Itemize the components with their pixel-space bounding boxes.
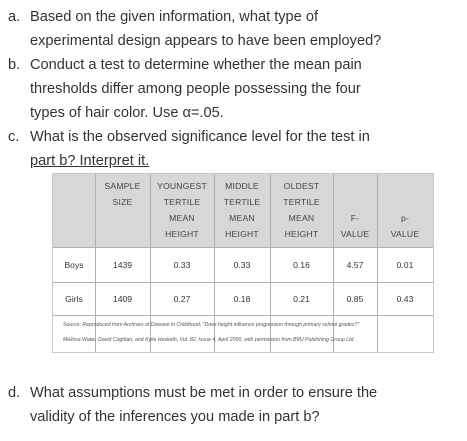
table-source-line2: Melissa Wake, David Coghlan, and Kylie Hesketh, Vol. 82, Issue 4, April 2000, with permission from BMJ Publishing Group Ltd.: [63, 337, 355, 343]
row-boys-group: Boys: [64, 260, 84, 270]
header-middle: MIDDLE TERTILE MEAN HEIGHT: [223, 181, 261, 239]
header-oldest: OLDEST TERTILE MEAN HEIGHT: [283, 181, 320, 239]
row-girls-oldest: 0.21: [293, 294, 310, 304]
row-boys-p: 0.01: [396, 260, 414, 270]
header-youngest: YOUNGEST TERTILE MEAN HEIGHT: [157, 181, 207, 239]
question-d-line1: What assumptions must be met in order to ensure the: [30, 385, 378, 401]
question-c-line1: What is the observed significance level for the test in: [30, 129, 370, 145]
question-a-label: a.: [8, 9, 21, 25]
row-girls-f: 0.85: [346, 294, 364, 304]
row-boys-youngest: 0.33: [173, 260, 191, 270]
question-b-label: b.: [8, 57, 21, 73]
row-girls-p: 0.43: [396, 294, 414, 304]
question-b-line3: types of hair color. Use α=.05.: [30, 105, 224, 121]
data-table: [52, 173, 434, 353]
row-girls-group: Girls: [65, 294, 83, 304]
row-boys-middle: 0.33: [233, 260, 251, 270]
question-b-line2: thresholds differ among people possessing the four: [30, 81, 361, 97]
row-girls-middle: 0.18: [233, 294, 251, 304]
question-c-label: c.: [8, 129, 20, 145]
question-c-line2: part b? Interpret it.: [30, 153, 150, 169]
header-sample-size: SAMPLE SIZE: [104, 181, 141, 207]
row-girls-youngest: 0.27: [173, 294, 191, 304]
header-p-value: p- VALUE: [390, 213, 420, 239]
row-boys-oldest: 0.16: [293, 260, 310, 270]
header-f-value: F- VALUE: [340, 213, 370, 239]
question-b-line1: Conduct a test to determine whether the mean pain: [30, 57, 362, 73]
row-boys-size: 1439: [112, 260, 133, 270]
question-a-line1: Based on the given information, what type of: [30, 9, 318, 25]
question-d-line2: validity of the inferences you made in part b?: [30, 409, 320, 425]
row-girls-size: 1409: [112, 294, 133, 304]
table-source-line1: Source: Reproduced from Archives of Disease in Childhood, "Does height influence progression through primary school grades?": [63, 322, 360, 328]
question-d-label: d.: [8, 385, 21, 401]
row-boys-f: 4.57: [346, 260, 364, 270]
question-a-line2: experimental design appears to have been employed?: [30, 33, 382, 49]
